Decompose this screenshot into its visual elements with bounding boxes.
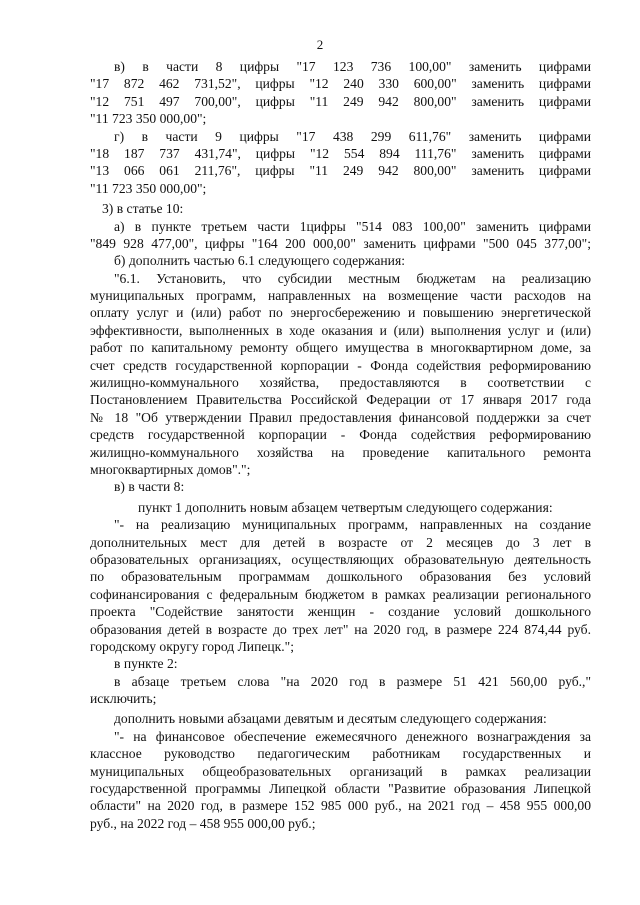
page-number: 2 <box>316 37 324 52</box>
text-line: "13 066 061 211,76", цифры "11 249 942 800,00" заменить цифрами <box>90 163 591 179</box>
text-line: городскому округу город Липецк."; <box>90 638 294 654</box>
text-line: в) в части 8: <box>114 479 185 495</box>
text-line: исключить; <box>90 691 157 707</box>
text-line: проекта "Содействие занятости женщин - создание условий дошкольного <box>90 604 591 620</box>
text-line: счет средств государственной корпорации - Фонда содействия реформированию <box>90 357 591 373</box>
text-line: многоквартирных домов"."; <box>90 461 251 477</box>
text-line: классное руководство педагогическим работникам государственных и <box>90 746 591 762</box>
text-line: в пункте 2: <box>114 656 178 672</box>
text-line: Постановлением Правительства Российской Федерации от 17 января 2017 года <box>90 392 591 408</box>
text-line: 3) в статье 10: <box>102 201 184 217</box>
text-line: области" на 2020 год, в размере 152 985 000 руб., на 2021 год – 458 955 000,00 <box>90 798 591 814</box>
text-line: "- на финансовое обеспечение ежемесячного денежного вознаграждения за <box>114 728 591 744</box>
text-line: г) в части 9 цифры "17 438 299 611,76" заменить цифрами <box>114 128 591 144</box>
text-line: в) в части 8 цифры "17 123 736 100,00" заменить цифрами <box>114 59 591 74</box>
text-line: руб., на 2022 год – 458 955 000,00 руб.; <box>90 815 316 831</box>
text-line: работ по капитальному ремонту общего имущества в многоквартирном доме, за <box>90 340 591 356</box>
text-line: пункт 1 дополнить новым абзацем четвертым следующего содержания: <box>138 499 553 515</box>
document-body <box>90 58 591 832</box>
text-line: "6.1. Установить, что субсидии местным бюджетам на реализацию <box>114 270 591 286</box>
text-line: в абзаце третьем слова "на 2020 год в размере 51 421 560,00 руб.," <box>114 673 591 689</box>
text-line: софинансирования с федеральным бюджетом в рамках реализации регионального <box>90 586 591 602</box>
text-line: образования детей в возрасте до трех лет" на 2020 год, в размере 224 874,44 руб. <box>90 621 591 637</box>
text-line: дополнить новыми абзацами девятым и десятым следующего содержания: <box>114 711 547 727</box>
text-line: № 18 "Об утверждении Правил предоставления финансовой поддержки за счет <box>90 409 591 425</box>
text-line: жилищно-коммунального хозяйства, предоставляются в соответствии с <box>90 375 591 391</box>
text-line: а) в пункте третьем части 1цифры "514 083 100,00" заменить цифрами <box>114 218 591 234</box>
text-line: дополнительных мест для детей в возрасте от 2 месяцев до 3 лет в <box>90 534 591 550</box>
text-line: "11 723 350 000,00"; <box>90 111 207 127</box>
text-line: образовательных организациях, осуществляющих образовательную деятельность <box>90 551 591 567</box>
text-line: по образовательным программам дошкольного образования без условий <box>90 569 591 585</box>
text-line: "12 751 497 700,00", цифры "11 249 942 800,00" заменить цифрами <box>90 93 591 109</box>
text-line: оплату услуг и (или) работ по энергосбережению и повышению энергетической <box>90 305 591 321</box>
text-line: муниципальных программ, направленных на возмещение части расходов на <box>90 288 591 304</box>
text-line: б) дополнить частью 6.1 следующего содержания: <box>114 253 405 269</box>
text-line: жилищно-коммунального хозяйства на проведение капитального ремонта <box>90 444 591 460</box>
text-line: "849 928 477,00", цифры "164 200 000,00" заменить цифрами "500 045 377,00"; <box>90 235 591 251</box>
text-line: государственной программы Липецкой области "Развитие образования Липецкой <box>90 781 591 797</box>
text-line: эффективности, выполненных в ходе оказания и (или) выполнения услуг и (или) <box>90 322 591 338</box>
text-line: "18 187 737 431,74", цифры "12 554 894 111,76" заменить цифрами <box>90 145 591 161</box>
text-line: муниципальных общеобразовательных организаций в рамках реализации <box>90 763 591 779</box>
text-line: средств государственной корпорации - Фонда содействия реформированию <box>90 427 591 443</box>
text-line: "11 723 350 000,00"; <box>90 180 207 196</box>
text-line: "17 872 462 731,52", цифры "12 240 330 600,00" заменить цифрами <box>90 76 591 92</box>
text-line: "- на реализацию муниципальных программ, направленных на создание <box>114 517 591 533</box>
